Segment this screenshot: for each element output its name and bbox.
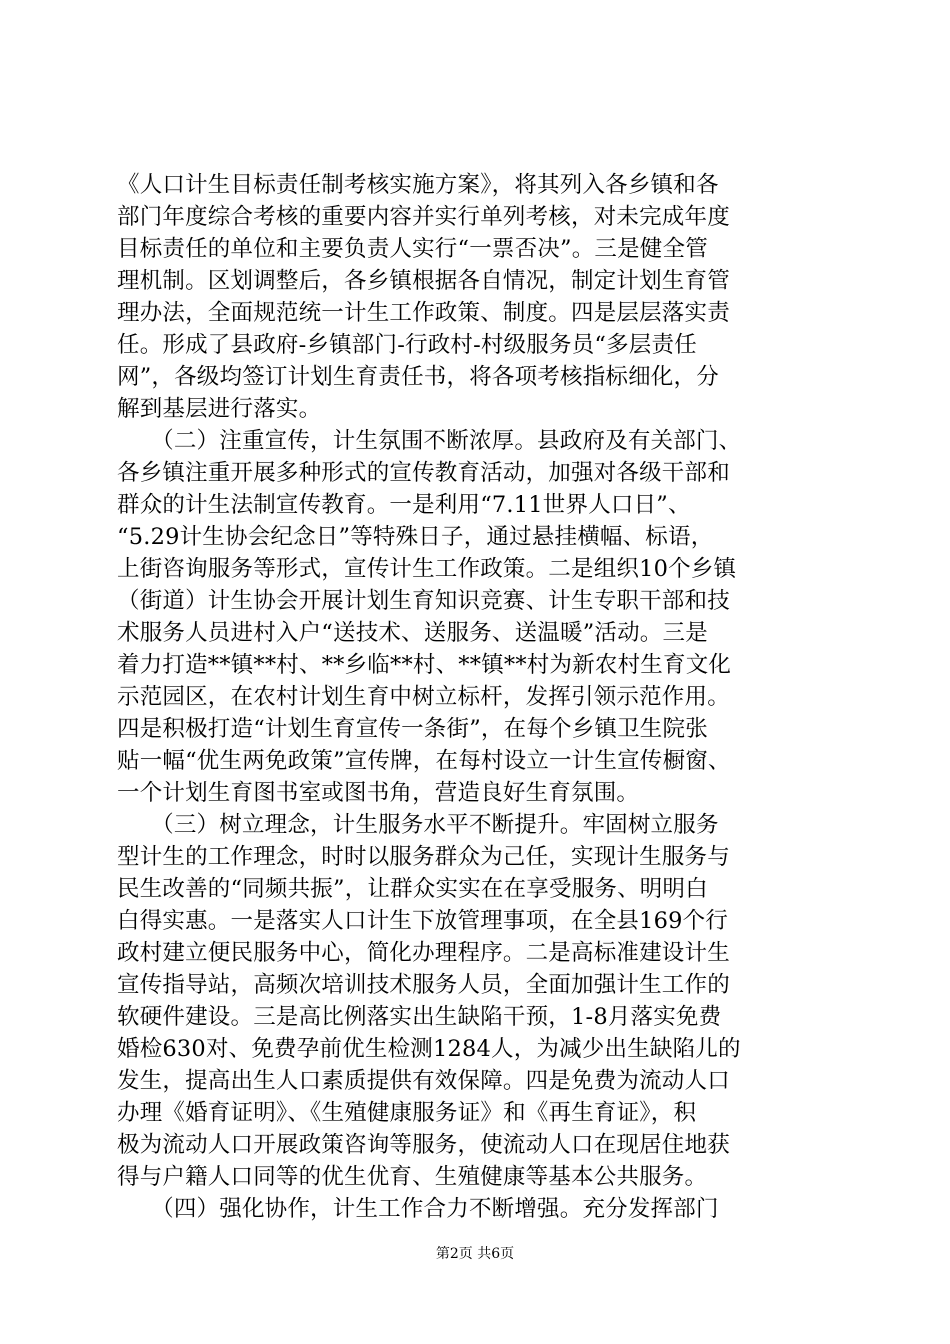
- text-line-16: 着力打造**镇**村、**乡临**村、**镇**村为新农村生育文化: [117, 652, 732, 678]
- text-line-19: 贴一幅“优生两免政策”宣传牌，在每村设立一计生宣传橱窗、: [117, 748, 731, 774]
- text-line-1: 《人口计生目标责任制考核实施方案》，将其列入各乡镇和各: [117, 172, 719, 198]
- text-line-4: 理机制。区划调整后，各乡镇根据各自情况，制定计划生育管: [117, 268, 730, 294]
- text-line-7: 网”，各级均签订计划生育责任书，将各项考核指标细化，分: [117, 364, 719, 390]
- text-line-11: 群众的计生法制宣传教育。一是利用“7.11世界人口日”、: [117, 492, 691, 518]
- text-line-9: （二）注重宣传，计生氛围不断浓厚。县政府及有关部门、: [117, 428, 742, 454]
- text-line-13: 上街咨询服务等形式，宣传计生工作政策。二是组织10个乡镇: [117, 556, 737, 582]
- text-line-31: 极为流动人口开展政策咨询等服务，使流动人口在现居住地获: [117, 1132, 730, 1158]
- text-line-28: 婚检630对、免费孕前优生检测1284人，为减少出生缺陷儿的: [117, 1036, 741, 1062]
- text-line-32: 得与户籍人口同等的优生优育、生殖健康等基本公共服务。: [117, 1164, 708, 1190]
- text-line-21: （三）树立理念，计生服务水平不断提升。牢固树立服务: [117, 812, 719, 838]
- text-line-6: 任。形成了县政府-乡镇部门-行政村-村级服务员“多层责任: [117, 332, 697, 358]
- document-body: [117, 169, 837, 1225]
- text-line-20: 一个计划生育图书室或图书角，营造良好生育氛围。: [117, 780, 640, 806]
- text-line-27: 软硬件建设。三是高比例落实出生缺陷干预，1-8月落实免费: [117, 1004, 722, 1030]
- text-line-29: 发生，提高出生人口素质提供有效保障。四是免费为流动人口: [117, 1068, 730, 1094]
- text-line-17: 示范园区，在农村计划生育中树立标杆，发挥引领示范作用。: [117, 684, 730, 710]
- text-line-10: 各乡镇注重开展多种形式的宣传教育活动，加强对各级干部和: [117, 460, 730, 486]
- text-line-3: 目标责任的单位和主要负责人实行“一票否决”。三是健全管: [117, 236, 708, 262]
- page-footer: [0, 1244, 950, 1264]
- text-line-24: 白得实惠。一是落实人口计生下放管理事项，在全县169个行: [117, 908, 729, 934]
- text-line-22: 型计生的工作理念，时时以服务群众为己任，实现计生服务与: [117, 844, 730, 870]
- text-line-15: 术服务人员进村入户“送技术、送服务、送温暖”活动。三是: [117, 620, 708, 646]
- text-line-2: 部门年度综合考核的重要内容并实行单列考核，对未完成年度: [117, 204, 730, 230]
- text-line-5: 理办法，全面规范统一计生工作政策、制度。四是层层落实责: [117, 300, 730, 326]
- text-line-25: 政村建立便民服务中心，简化办理程序。二是高标准建设计生: [117, 940, 730, 966]
- page-number-label: 第2页 共6页: [435, 1246, 515, 1262]
- text-line-12: “5.29计生协会纪念日”等特殊日子，通过悬挂横幅、标语，: [117, 524, 714, 550]
- text-line-18: 四是积极打造“计划生育宣传一条街”，在每个乡镇卫生院张: [117, 716, 708, 742]
- text-line-26: 宣传指导站，高频次培训技术服务人员，全面加强计生工作的: [117, 972, 730, 998]
- text-line-23: 民生改善的“同频共振”，让群众实实在在享受服务、明明白: [117, 876, 708, 902]
- text-line-33: （四）强化协作，计生工作合力不断增强。充分发挥部门: [117, 1196, 719, 1222]
- text-line-8: 解到基层进行落实。: [117, 396, 322, 422]
- text-line-14: （街道）计生协会开展计划生育知识竞赛、计生专职干部和技: [117, 588, 730, 614]
- text-line-30: 办理《婚育证明》、《生殖健康服务证》和《再生育证》，积: [117, 1100, 697, 1126]
